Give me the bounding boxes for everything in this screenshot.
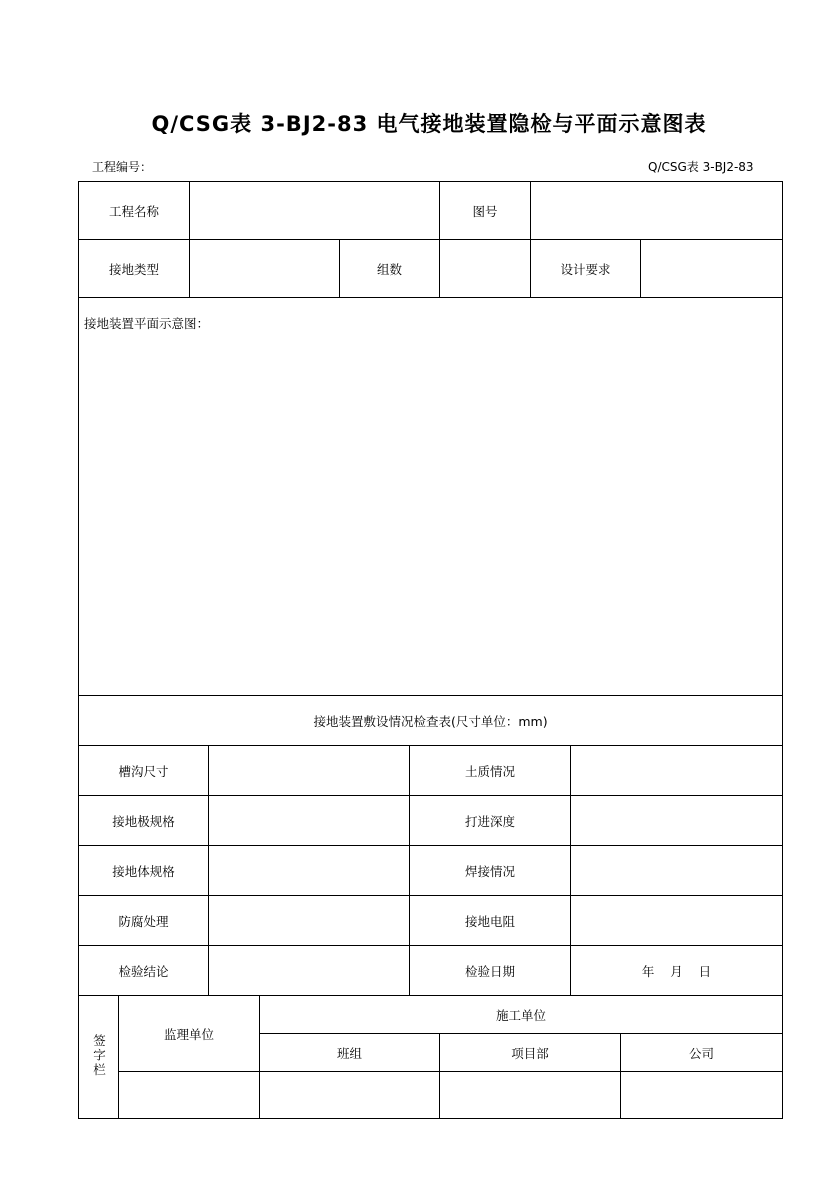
project-name-field[interactable] (190, 182, 440, 240)
design-req-label: 设计要求 (531, 240, 641, 298)
supervisor-label: 监理单位 (119, 996, 260, 1072)
design-req-field[interactable] (641, 240, 783, 298)
info-table (78, 181, 783, 696)
supervisor-sign-field[interactable] (119, 1072, 260, 1119)
diagram-label: 接地装置平面示意图： (84, 316, 210, 331)
row-label: 打进深度 (410, 796, 571, 846)
sign-table (78, 995, 783, 1119)
drawing-no-label: 图号 (440, 182, 531, 240)
row-label: 检验结论 (79, 946, 209, 996)
row-label: 土质情况 (410, 746, 571, 796)
row-label: 槽沟尺寸 (79, 746, 209, 796)
row-field[interactable] (209, 796, 410, 846)
row-field[interactable] (209, 746, 410, 796)
project-dept-label: 项目部 (440, 1034, 621, 1072)
drawing-no-field[interactable] (531, 182, 783, 240)
row-field[interactable] (571, 746, 783, 796)
company-label: 公司 (621, 1034, 783, 1072)
project-name-label: 工程名称 (79, 182, 190, 240)
diagram-area[interactable] (79, 298, 783, 696)
row-field[interactable] (571, 846, 783, 896)
check-header: 接地装置敷设情况检查表(尺寸单位：mm) (79, 696, 783, 746)
team-label: 班组 (260, 1034, 440, 1072)
team-sign-field[interactable] (260, 1072, 440, 1119)
company-sign-field[interactable] (621, 1072, 783, 1119)
groups-field[interactable] (440, 240, 531, 298)
form-code: Q/CSG表 3-BJ2-83 (648, 160, 754, 174)
row-label: 接地电阻 (410, 896, 571, 946)
row-label: 接地体规格 (79, 846, 209, 896)
project-no-label: 工程编号： (92, 160, 153, 174)
constructor-label: 施工单位 (260, 996, 783, 1034)
row-label: 检验日期 (410, 946, 571, 996)
row-label: 防腐处理 (79, 896, 209, 946)
row-field[interactable] (209, 946, 410, 996)
sign-label: 签字栏 (79, 996, 119, 1119)
row-field[interactable] (571, 796, 783, 846)
groups-label: 组数 (340, 240, 440, 298)
project-dept-sign-field[interactable] (440, 1072, 621, 1119)
row-field[interactable] (571, 896, 783, 946)
page-title: Q/CSG表 3-BJ2-83 电气接地装置隐检与平面示意图表 (151, 112, 707, 136)
grounding-type-label: 接地类型 (79, 240, 190, 298)
row-field[interactable] (209, 846, 410, 896)
grounding-type-field[interactable] (190, 240, 340, 298)
row-label: 焊接情况 (410, 846, 571, 896)
check-table (78, 695, 783, 996)
inspection-date-field[interactable]: 年 月 日 (571, 946, 783, 996)
row-field[interactable] (209, 896, 410, 946)
row-label: 接地极规格 (79, 796, 209, 846)
